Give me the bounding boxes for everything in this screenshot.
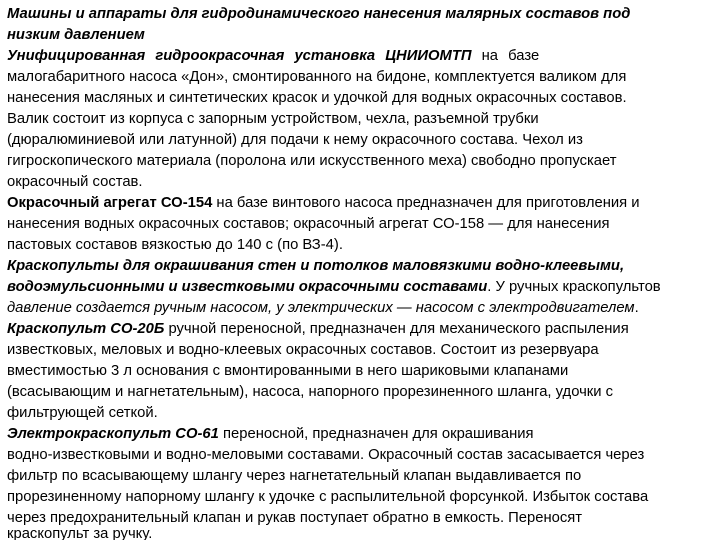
title-line-2: низким давлением — [7, 27, 145, 43]
p3-line-3-italic: давление создается ручным насосом, у электрических — насосом с электродвигателем — [7, 300, 635, 316]
p4-line-2: известковых, меловых и водно-клеевых окрасочных составов. Состоит из резервуара — [7, 342, 599, 358]
p3-line-2-bold: водоэмульсионными и известковыми окрасочными составами — [7, 279, 488, 295]
p1-line-3: нанесения масляных и синтетических красок и удочкой для водных окрасочных составов. — [7, 90, 627, 106]
p2-line-3: пастовых составов вязкостью до 140 с (по ВЗ-4). — [7, 237, 343, 253]
p2-heading: Окрасочный агрегат СО-154 — [7, 195, 213, 211]
p1-line-1 — [7, 46, 539, 66]
p4-line-1-rest: ручной переносной, предназначен для механического распыления — [164, 321, 629, 337]
p5-line-4: прорезиненному напорному шлангу к удочке с распылительной форсункой. Избыток состава — [7, 489, 649, 505]
p1-line-7: окрасочный состав. — [7, 174, 143, 190]
p4-line-1 — [7, 319, 629, 339]
p3-line-3-end: . — [634, 300, 639, 316]
p3-line-3 — [7, 298, 639, 318]
p1-line-2: малогабаритного насоса «Дон», смонтированного на бидоне, комплектуется валиком для — [7, 69, 627, 85]
p5-line-5: через предохранительный клапан и рукав поступает обратно в емкость. Переносят — [7, 510, 583, 526]
p5-line-1-rest: переносной, предназначен для окрашивания — [218, 426, 534, 442]
p1-line-4: Валик состоит из корпуса с запорным устройством, чехла, разъемной трубки — [7, 111, 539, 127]
p2-line-1-rest: на базе винтового насоса предназначен для приготовления и — [212, 195, 640, 211]
title-line-1: Машины и аппараты для гидродинамического нанесения малярных составов под — [7, 6, 631, 22]
p4-line-5: фильтрующей сеткой. — [7, 405, 158, 421]
p1-heading: Унифицированная гидроокрасочная установка ЦНИИОМТП — [7, 48, 472, 64]
p3-line-2-rest: . У ручных краскопультов — [487, 279, 661, 295]
p2-line-1 — [7, 193, 640, 213]
p5-line-3: фильтр по всасывающему шлангу через нагнетательный клапан выдавливается по — [7, 468, 582, 484]
p3-line-2 — [7, 277, 661, 297]
p3-line-1: Краскопульты для окрашивания стен и потолков маловязкими водно-клеевыми, — [7, 258, 625, 274]
p1-line-6: гигроскопического материала (поролона или искусственного меха) свободно пропускает — [7, 153, 617, 169]
p1-line-1-rest: на базе — [471, 48, 540, 64]
p1-line-5: (дюралюминиевой или латунной) для подачи к нему окрасочного состава. Чехол из — [7, 132, 583, 148]
p5-line-2: водно-известковыми и водно-меловыми составами. Окрасочный состав засасывается через — [7, 447, 645, 463]
p5-heading: Электрокраскопульт СО-61 — [7, 426, 219, 442]
p5-line-1 — [7, 424, 534, 444]
p4-line-4: (всасывающим и нагнетательным), насоса, напорного прорезиненного шланга, удочки с — [7, 384, 614, 400]
p4-line-3: вместимостью 3 л основания с вмонтированными в него шариковыми клапанами — [7, 363, 569, 379]
p4-heading: Краскопульт СО-20Б — [7, 321, 165, 337]
p2-line-2: нанесения водных окрасочных составов; окрасочный агрегат СО-158 — для нанесения — [7, 216, 610, 232]
p5-line-6: краскопульт за ручку. — [7, 529, 153, 540]
